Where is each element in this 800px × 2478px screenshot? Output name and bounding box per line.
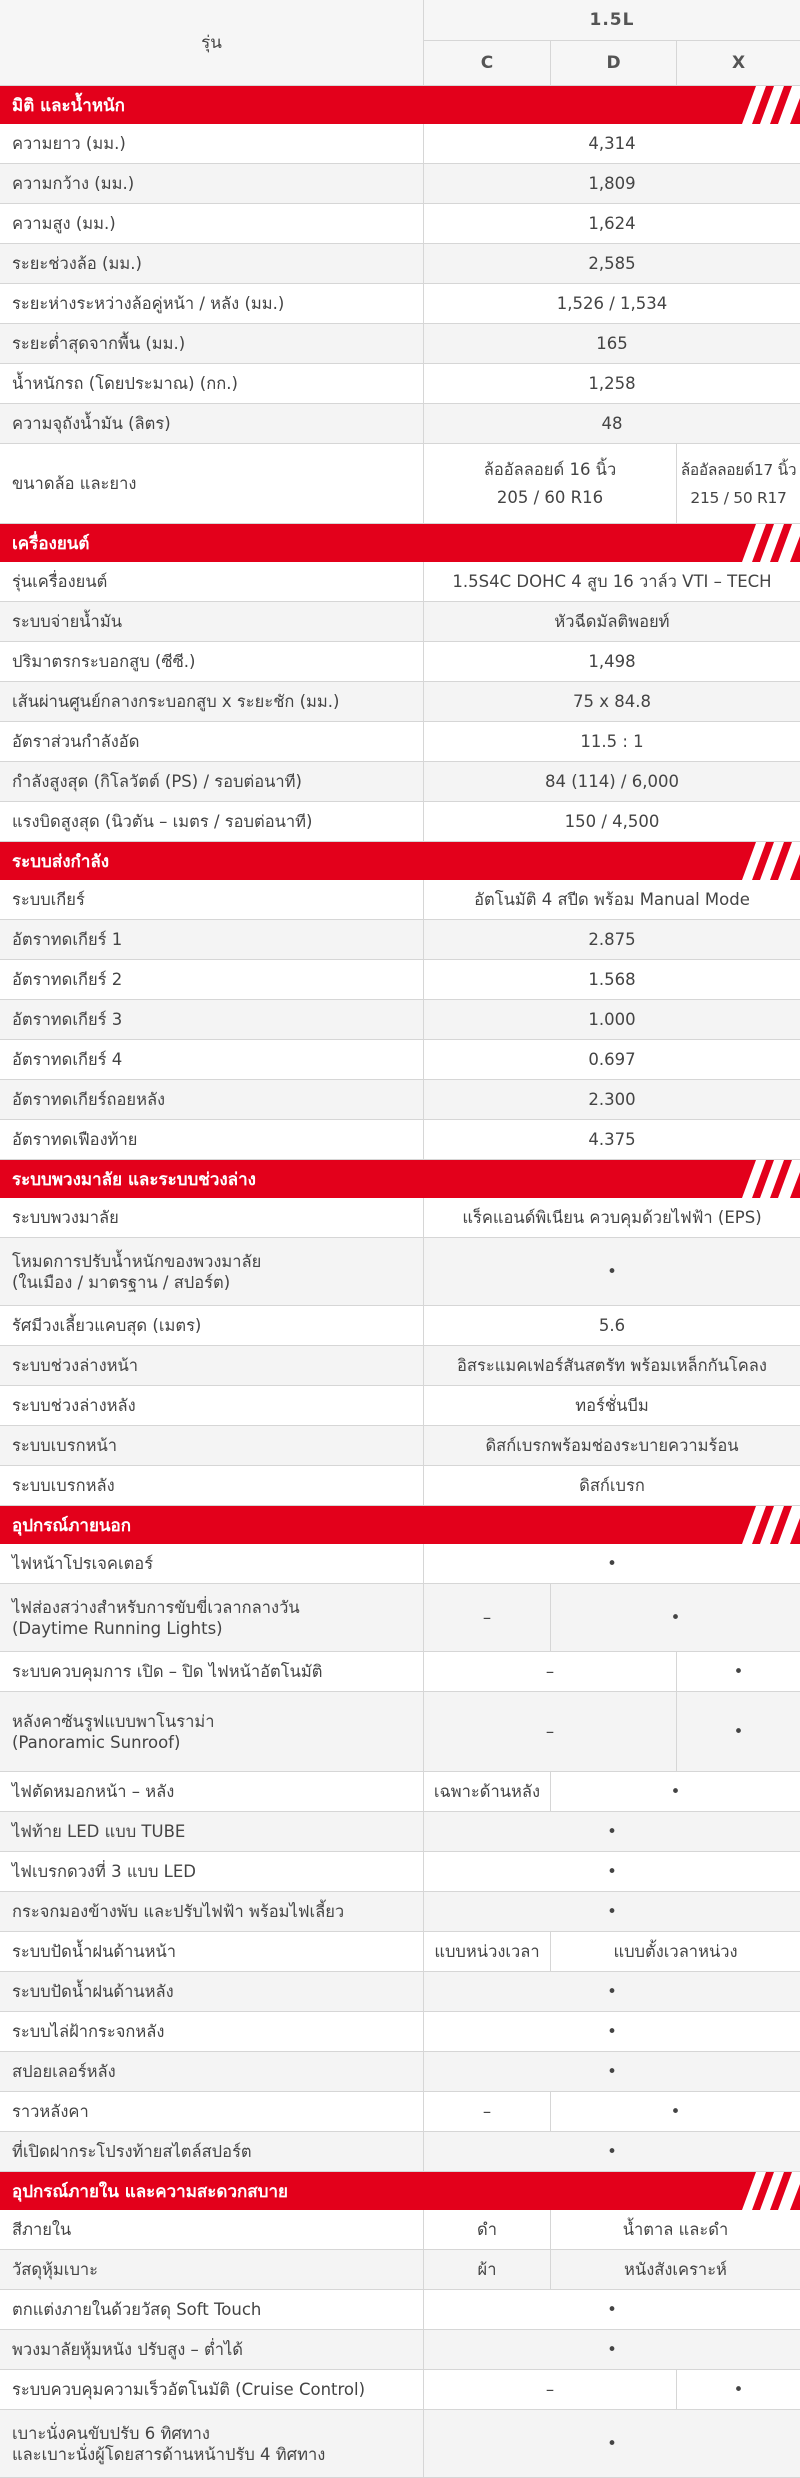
section-title: อุปกรณ์ภายใน และความสะดวกสบาย bbox=[12, 2181, 288, 2202]
not-available-dash: – bbox=[545, 1661, 555, 1681]
section-title: มิติ และน้ำหนัก bbox=[12, 95, 125, 116]
row-label: อัตราทดเกียร์ 3 bbox=[0, 1000, 424, 1039]
table-row bbox=[0, 562, 800, 602]
spec-value: 1,498 bbox=[588, 651, 636, 671]
spec-value: หัวฉีดมัลติพอยท์ bbox=[554, 611, 670, 631]
included-dot: • bbox=[550, 2092, 800, 2131]
row-label: ไฟส่องสว่างสำหรับการขับขี่เวลากลางวัน (Daytime Running Lights) bbox=[0, 1584, 424, 1651]
table-row bbox=[0, 880, 800, 920]
row-label: ระบบควบคุมการ เปิด – ปิด ไฟหน้าอัตโนมัติ bbox=[0, 1652, 424, 1691]
included-dot: • bbox=[607, 1261, 617, 1281]
section-header bbox=[0, 86, 800, 124]
spec-value: 1.000 bbox=[588, 1009, 636, 1029]
row-label: ระบบพวงมาลัย bbox=[0, 1198, 424, 1237]
row-label: ระบบจ่ายน้ำมัน bbox=[0, 602, 424, 641]
spec-value: 1,809 bbox=[588, 173, 636, 193]
section-header bbox=[0, 524, 800, 562]
table-row bbox=[0, 1346, 800, 1386]
spec-value: 75 x 84.8 bbox=[573, 691, 651, 711]
stripes-decoration-icon bbox=[738, 1506, 800, 1544]
row-label: ระบบปัดน้ำฝนด้านหน้า bbox=[0, 1932, 424, 1971]
spec-value: ดิสก์เบรกพร้อมช่องระบายความร้อน bbox=[485, 1435, 739, 1455]
spec-value: 1.568 bbox=[588, 969, 636, 989]
table-row bbox=[0, 2410, 800, 2478]
table-row bbox=[0, 204, 800, 244]
table-row bbox=[0, 2092, 800, 2132]
included-dot: • bbox=[607, 2299, 617, 2319]
included-dot: • bbox=[607, 2433, 617, 2453]
row-label: อัตราส่วนกำลังอัด bbox=[0, 722, 424, 761]
table-row bbox=[0, 1584, 800, 1652]
spec-value: 1.5S4C DOHC 4 สูบ 16 วาล์ว VTI – TECH bbox=[452, 571, 772, 591]
row-label: น้ำหนักรถ (โดยประมาณ) (กก.) bbox=[0, 364, 424, 403]
table-row bbox=[0, 1544, 800, 1584]
table-row bbox=[0, 802, 800, 842]
table-row bbox=[0, 1932, 800, 1972]
spec-value: ดิสก์เบรก bbox=[579, 1475, 645, 1495]
row-label: โหมดการปรับน้ำหนักของพวงมาลัย (ในเมือง / มาตรฐาน / สปอร์ต) bbox=[0, 1238, 424, 1305]
spec-value: 0.697 bbox=[588, 1049, 636, 1069]
spec-value: ดำ bbox=[477, 2219, 497, 2239]
section-header bbox=[0, 842, 800, 880]
row-label: ไฟตัดหมอกหน้า – หลัง bbox=[0, 1772, 424, 1811]
included-dot: • bbox=[676, 2370, 800, 2409]
table-row bbox=[0, 960, 800, 1000]
row-label: ระบบควบคุมความเร็วอัตโนมัติ (Cruise Control) bbox=[0, 2370, 424, 2409]
spec-value: 1,526 / 1,534 bbox=[556, 293, 668, 313]
not-available-dash: – bbox=[482, 1607, 492, 1627]
row-label: สีภายใน bbox=[0, 2210, 424, 2249]
table-row bbox=[0, 1466, 800, 1506]
row-label: ไฟท้าย LED แบบ TUBE bbox=[0, 1812, 424, 1851]
stripes-decoration-icon bbox=[738, 1160, 800, 1198]
table-row bbox=[0, 1972, 800, 2012]
included-dot: • bbox=[607, 1981, 617, 2001]
row-label: อัตราทดเฟืองท้าย bbox=[0, 1120, 424, 1159]
engine-header: 1.5L bbox=[424, 0, 800, 41]
spec-value: ทอร์ชั่นบีม bbox=[575, 1395, 649, 1415]
row-label: ระยะต่ำสุดจากพื้น (มม.) bbox=[0, 324, 424, 363]
row-label: ระบบปัดน้ำฝนด้านหลัง bbox=[0, 1972, 424, 2011]
row-label: ระบบเบรกหน้า bbox=[0, 1426, 424, 1465]
table-row bbox=[0, 762, 800, 802]
table-row bbox=[0, 1000, 800, 1040]
spec-sections bbox=[0, 86, 800, 2478]
spec-value: 1,258 bbox=[588, 373, 636, 393]
table-row bbox=[0, 1426, 800, 1466]
included-dot: • bbox=[607, 1861, 617, 1881]
section-header bbox=[0, 2172, 800, 2210]
section-title: ระบบพวงมาลัย และระบบช่วงล่าง bbox=[12, 1169, 256, 1190]
row-label: สปอยเลอร์หลัง bbox=[0, 2052, 424, 2091]
row-label: รุ่นเครื่องยนต์ bbox=[0, 562, 424, 601]
row-label: ระยะช่วงล้อ (มม.) bbox=[0, 244, 424, 283]
row-label: กำลังสูงสุด (กิโลวัตต์ (PS) / รอบต่อนาที) bbox=[0, 762, 424, 801]
model-header: รุ่น bbox=[0, 0, 424, 85]
spec-value: 5.6 bbox=[598, 1315, 626, 1335]
included-dot: • bbox=[676, 1652, 800, 1691]
included-dot: • bbox=[607, 2021, 617, 2041]
included-dot: • bbox=[607, 2141, 617, 2161]
not-available-dash: – bbox=[545, 1721, 555, 1741]
table-row bbox=[0, 1812, 800, 1852]
row-label: ระบบช่วงล่างหลัง bbox=[0, 1386, 424, 1425]
row-label: วัสดุหุ้มเบาะ bbox=[0, 2250, 424, 2289]
row-label: แรงบิดสูงสุด (นิวตัน – เมตร / รอบต่อนาที) bbox=[0, 802, 424, 841]
row-label: ระบบเกียร์ bbox=[0, 880, 424, 919]
spec-value: อัตโนมัติ 4 สปีด พร้อม Manual Mode bbox=[474, 889, 750, 909]
spec-value: 1,624 bbox=[588, 213, 636, 233]
table-row bbox=[0, 284, 800, 324]
table-row bbox=[0, 1306, 800, 1346]
row-label: ไฟเบรกดวงที่ 3 แบบ LED bbox=[0, 1852, 424, 1891]
table-row bbox=[0, 364, 800, 404]
table-row bbox=[0, 1386, 800, 1426]
table-row bbox=[0, 2132, 800, 2172]
row-label: เบาะนั่งคนขับปรับ 6 ทิศทาง และเบาะนั่งผู้โดยสารด้านหน้าปรับ 4 ทิศทาง bbox=[0, 2410, 424, 2477]
grade-header-c: C bbox=[480, 53, 494, 73]
table-row bbox=[0, 404, 800, 444]
spec-value: ล้ออัลลอยด์ 16 นิ้ว 205 / 60 R16 bbox=[483, 459, 617, 507]
section-title: เครื่องยนต์ bbox=[12, 533, 90, 554]
spec-value: น้ำตาล และดำ bbox=[550, 2210, 800, 2249]
table-row bbox=[0, 1772, 800, 1812]
section-header bbox=[0, 1160, 800, 1198]
table-row bbox=[0, 722, 800, 762]
row-label: ไฟหน้าโปรเจคเตอร์ bbox=[0, 1544, 424, 1583]
spec-value: ผ้า bbox=[477, 2259, 497, 2279]
table-row bbox=[0, 164, 800, 204]
table-row bbox=[0, 2290, 800, 2330]
row-label: อัตราทดเกียร์ 2 bbox=[0, 960, 424, 999]
row-label: อัตราทดเกียร์ 4 bbox=[0, 1040, 424, 1079]
table-row bbox=[0, 124, 800, 164]
table-row bbox=[0, 602, 800, 642]
table-row bbox=[0, 1852, 800, 1892]
table-row bbox=[0, 2210, 800, 2250]
spec-value: หนังสังเคราะห์ bbox=[550, 2250, 800, 2289]
spec-value: 4,314 bbox=[588, 133, 636, 153]
table-row bbox=[0, 1238, 800, 1306]
included-dot: • bbox=[607, 2339, 617, 2359]
included-dot: • bbox=[607, 1901, 617, 1921]
stripes-decoration-icon bbox=[738, 2172, 800, 2210]
included-dot: • bbox=[676, 1692, 800, 1771]
table-header bbox=[0, 0, 800, 86]
table-row bbox=[0, 1892, 800, 1932]
not-available-dash: – bbox=[545, 2379, 555, 2399]
row-label: ที่เปิดฝากระโปรงท้ายสไตล์สปอร์ต bbox=[0, 2132, 424, 2171]
included-dot: • bbox=[607, 1821, 617, 1841]
row-label: อัตราทดเกียร์ 1 bbox=[0, 920, 424, 959]
row-label: กระจกมองข้างพับ และปรับไฟฟ้า พร้อมไฟเลี้ยว bbox=[0, 1892, 424, 1931]
grade-header-d: D bbox=[550, 41, 676, 85]
spec-value: แร็คแอนด์พิเนียน ควบคุมด้วยไฟฟ้า (EPS) bbox=[462, 1207, 762, 1227]
row-label: เส้นผ่านศูนย์กลางกระบอกสูบ x ระยะชัก (มม.) bbox=[0, 682, 424, 721]
row-label: ปริมาตรกระบอกสูบ (ซีซี.) bbox=[0, 642, 424, 681]
table-row bbox=[0, 324, 800, 364]
row-label: ตกแต่งภายในด้วยวัสดุ Soft Touch bbox=[0, 2290, 424, 2329]
row-label: หลังคาซันรูฟแบบพาโนราม่า (Panoramic Sunroof) bbox=[0, 1692, 424, 1771]
spec-value: 84 (114) / 6,000 bbox=[545, 771, 679, 791]
spec-value: แบบหน่วงเวลา bbox=[434, 1941, 540, 1961]
included-dot: • bbox=[607, 2061, 617, 2081]
table-row bbox=[0, 2250, 800, 2290]
spec-value: 2.875 bbox=[588, 929, 636, 949]
spec-value: 2,585 bbox=[588, 253, 636, 273]
row-label: ความยาว (มม.) bbox=[0, 124, 424, 163]
row-label: ความจุถังน้ำมัน (ลิตร) bbox=[0, 404, 424, 443]
included-dot: • bbox=[607, 1553, 617, 1573]
row-label: พวงมาลัยหุ้มหนัง ปรับสูง – ต่ำได้ bbox=[0, 2330, 424, 2369]
table-row bbox=[0, 444, 800, 524]
row-label: อัตราทดเกียร์ถอยหลัง bbox=[0, 1080, 424, 1119]
row-label: ระบบช่วงล่างหน้า bbox=[0, 1346, 424, 1385]
table-row bbox=[0, 1040, 800, 1080]
spec-value: อิสระแมคเฟอร์สันสตรัท พร้อมเหล็กกันโคลง bbox=[457, 1355, 767, 1375]
table-row bbox=[0, 2370, 800, 2410]
spec-value: แบบตั้งเวลาหน่วง bbox=[550, 1932, 800, 1971]
table-row bbox=[0, 1120, 800, 1160]
row-label: รัศมีวงเลี้ยวแคบสุด (เมตร) bbox=[0, 1306, 424, 1345]
spec-value: 48 bbox=[601, 413, 623, 433]
table-row bbox=[0, 244, 800, 284]
included-dot: • bbox=[550, 1772, 800, 1811]
stripes-decoration-icon bbox=[738, 86, 800, 124]
table-row bbox=[0, 1652, 800, 1692]
row-label: ระบบไล่ฝ้ากระจกหลัง bbox=[0, 2012, 424, 2051]
spec-value: ล้ออัลลอยด์17 นิ้ว 215 / 50 R17 bbox=[676, 444, 800, 523]
not-available-dash: – bbox=[482, 2101, 492, 2121]
table-row bbox=[0, 1692, 800, 1772]
stripes-decoration-icon bbox=[738, 524, 800, 562]
section-title: ระบบส่งกำลัง bbox=[12, 851, 110, 872]
spec-value: 4.375 bbox=[588, 1129, 636, 1149]
table-row bbox=[0, 1080, 800, 1120]
table-row bbox=[0, 2330, 800, 2370]
table-row bbox=[0, 2012, 800, 2052]
spec-value: 165 bbox=[596, 333, 628, 353]
spec-value: 2.300 bbox=[588, 1089, 636, 1109]
table-row bbox=[0, 1198, 800, 1238]
row-label: ระยะห่างระหว่างล้อคู่หน้า / หลัง (มม.) bbox=[0, 284, 424, 323]
spec-value: เฉพาะด้านหลัง bbox=[433, 1781, 541, 1801]
section-title: อุปกรณ์ภายนอก bbox=[12, 1515, 132, 1536]
spec-value: 150 / 4,500 bbox=[564, 811, 660, 831]
row-label: ขนาดล้อ และยาง bbox=[0, 444, 424, 523]
spec-value: 11.5 : 1 bbox=[580, 731, 644, 751]
grade-header-x: X bbox=[676, 41, 800, 85]
table-row bbox=[0, 920, 800, 960]
row-label: ราวหลังคา bbox=[0, 2092, 424, 2131]
stripes-decoration-icon bbox=[738, 842, 800, 880]
row-label: ระบบเบรกหลัง bbox=[0, 1466, 424, 1505]
included-dot: • bbox=[550, 1584, 800, 1651]
row-label: ความสูง (มม.) bbox=[0, 204, 424, 243]
table-row bbox=[0, 642, 800, 682]
table-row bbox=[0, 2052, 800, 2092]
row-label: ความกว้าง (มม.) bbox=[0, 164, 424, 203]
section-header bbox=[0, 1506, 800, 1544]
table-row bbox=[0, 682, 800, 722]
